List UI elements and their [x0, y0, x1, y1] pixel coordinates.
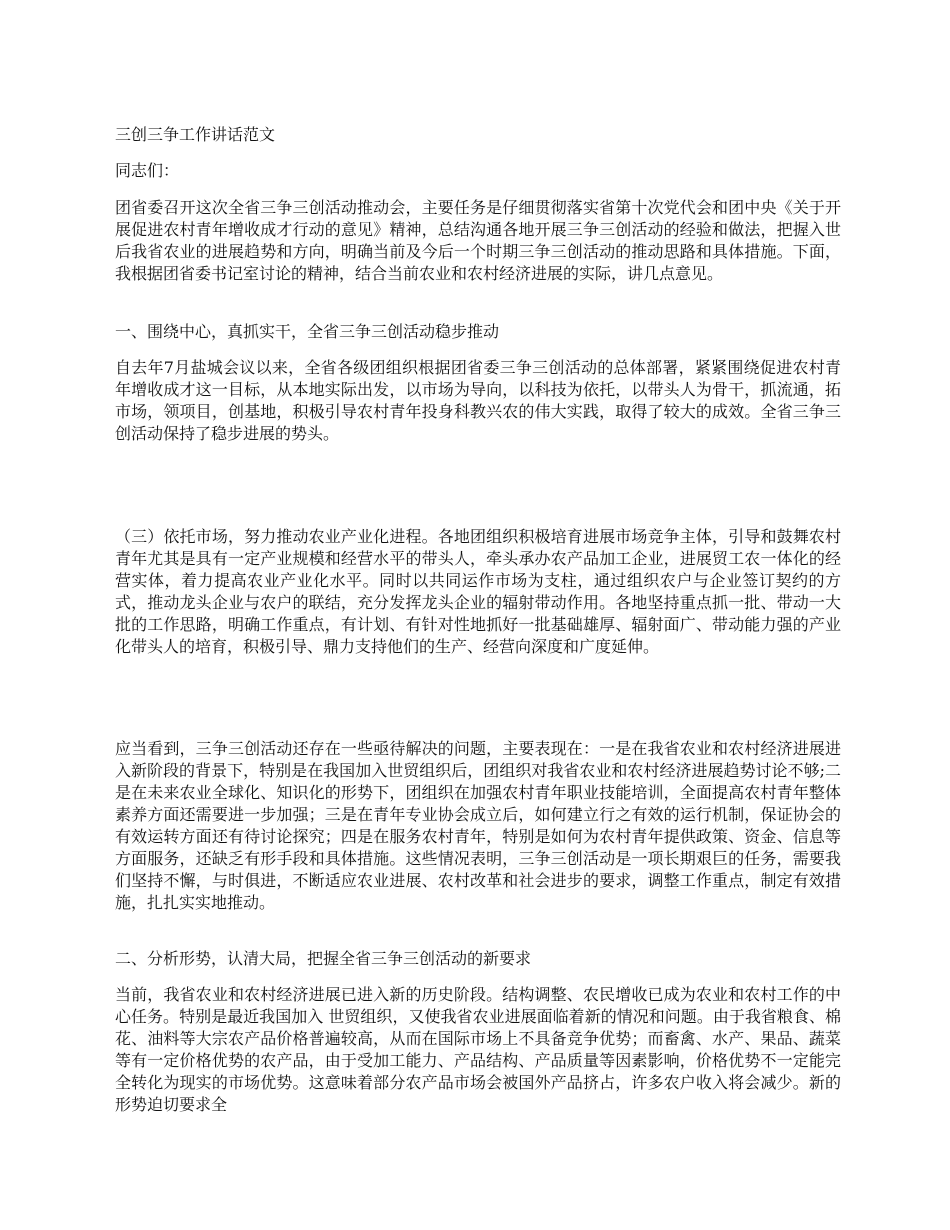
- section-heading-two: 二、分析形势，认清大局，把握全省三争三创活动的新要求: [115, 949, 532, 968]
- salutation: 同志们：: [115, 161, 180, 180]
- paragraph-item-three: （三）依托市场，努力推动农业产业化进程。各地团组织积极培育进展市场竞争主体，引导和鼓舞农村青年尤其是具有一定产业规模和经营水平的带头人，牵头承办农产品加工企业，进展贸工农一体化的经营实体，着力提高农业产业化水平。同时以共同运作市场为支柱，通过组织农户与企业签订契约的方式，推动龙头企业与农户的联结，充分发挥龙头企业的辐射带动作用。各地坚持重点抓一批、带动一大批的工作思路，明确工作重点，有计划、有针对性地抓好一批基础雄厚、辐射面广、带动能力强的产业化带头人的培育，积极引导、鼎力支持他们的生产、经营向深度和广度延伸。: [115, 527, 841, 656]
- paragraph-section-one: 自去年7月盐城会议以来，全省各级团组织根据团省委三争三创活动的总体部署，紧紧围绕促进农村青年增收成才这一目标，从本地实际出发，以市场为导向，以科技为依托，以带头人为骨干，抓流通，拓市场，领项目，创基地，积极引导农村青年投身科教兴农的伟大实践，取得了较大的成效。全省三争三创活动保持了稳步进展的势头。: [115, 358, 841, 443]
- paragraph-section-two: 当前，我省农业和农村经济进展已进入新的历史阶段。结构调整、农民增收已成为农业和农村工作的中心任务。特别是最近我国加入 世贸组织，又使我省农业进展面临着新的情况和问题。由于我省粮食、棉花、油料等大宗农产品价格普遍较高，从而在国际市场上不具备竞争优势；而畜禽、水产、果品、蔬菜等有一定价格优势的农产品，由于受加工能力、产品结构、产品质量等因素影响，价格优势不一定能完全转化为现实的市场优势。这意味着部分农产品市场会被国外产品挤占，许多农户收入将会减少。新的形势迫切要求全: [115, 985, 841, 1114]
- paragraph-intro: 团省委召开这次全省三争三创活动推动会，主要任务是仔细贯彻落实省第十次党代会和团中央《关于开展促进农村青年增收成才行动的意见》精神，总结沟通各地开展三争三创活动的经验和做法，把握入世后我省农业的进展趋势和方向，明确当前及今后一个时期三争三创活动的推动思路和具体措施。下面，我根据团省委书记室讨论的精神，结合当前农业和农村经济进展的实际，讲几点意见。: [115, 198, 841, 283]
- document-page: [115, 0, 841, 1230]
- document-title: 三创三争工作讲话范文: [115, 125, 276, 144]
- paragraph-problems: 应当看到，三争三创活动还存在一些亟待解决的问题，主要表现在：一是在我省农业和农村经济进展进入新阶段的背景下，特别是在我国加入世贸组织后，团组织对我省农业和农村经济进展趋势讨论不够;二是在未来农业全球化、知识化的形势下，团组织在加强农村青年职业技能培训，全面提高农村青年整体素养方面还需要进一步加强；三是在青年专业协会成立后，如何建立行之有效的运行机制，保证协会的有效运转方面还有待讨论探究；四是在服务农村青年，特别是如何为农村青年提供政策、资金、信息等方面服务，还缺乏有形手段和具体措施。这些情况表明，三争三创活动是一项长期艰巨的任务，需要我们坚持不懈，与时俱进，不断适应农业进展、农村改革和社会进步的要求，调整工作重点，制定有效措施，扎扎实实地推动。: [115, 739, 841, 912]
- section-heading-one: 一、围绕中心，真抓实干，全省三争三创活动稳步推动: [115, 322, 500, 341]
